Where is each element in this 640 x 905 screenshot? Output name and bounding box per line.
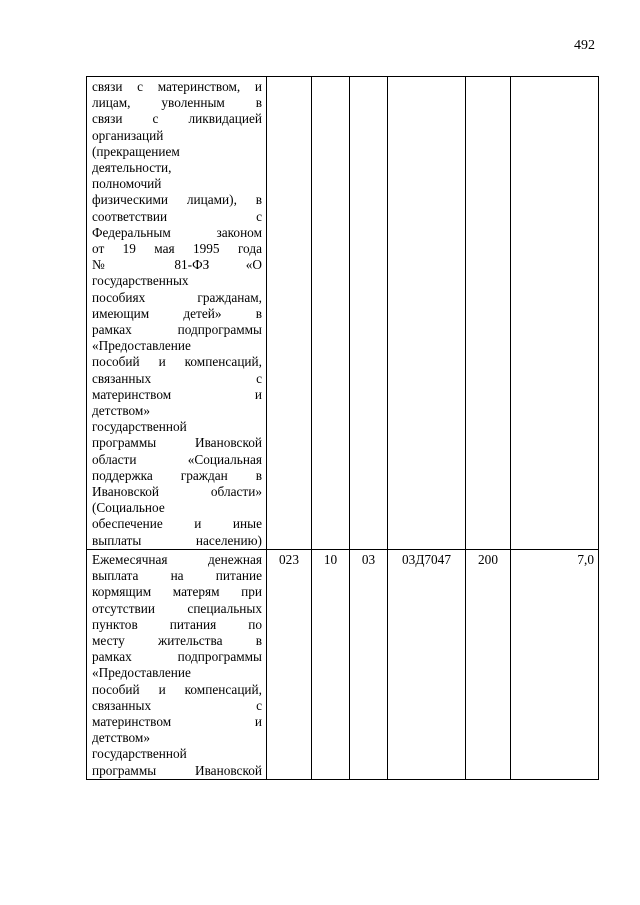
description-line: связи с материнством, и — [92, 79, 262, 94]
expense-type-cell: 200 — [466, 549, 511, 779]
description-line: соответствии с — [92, 208, 262, 224]
expense-type-cell — [466, 77, 511, 550]
description-line: государственной — [92, 746, 187, 762]
description-line: (прекращением — [92, 143, 180, 159]
target-article-cell — [388, 77, 466, 550]
description-line: программы Ивановской — [92, 435, 262, 451]
description-line: выплаты населению) — [92, 532, 262, 548]
description-line: программы Ивановской — [92, 762, 262, 778]
description-line: Федеральным законом — [92, 224, 262, 240]
table-row — [87, 549, 599, 779]
description-line: государственной — [92, 419, 187, 435]
description-line: пособий и компенсаций, — [92, 354, 262, 370]
description-line: связанных с — [92, 370, 262, 386]
description-line: полномочий — [92, 176, 162, 192]
description-line: рамках подпрограммы — [92, 649, 262, 665]
description-line: пунктов питания по — [92, 616, 262, 632]
section-code-cell — [312, 77, 350, 550]
description-line: выплата на питание — [92, 568, 262, 584]
description-line: имеющим детей» в — [92, 305, 262, 321]
description-line: лицам, уволенным в — [92, 95, 262, 111]
amount-cell — [511, 77, 599, 550]
description-line: (Социальное — [92, 500, 165, 516]
page-number: 492 — [574, 38, 595, 53]
description-line: от 19 мая 1995 года — [92, 241, 262, 257]
description-line: «Предоставление — [92, 338, 191, 354]
row-description — [87, 77, 267, 550]
description-line: Ежемесячная денежная — [92, 551, 262, 567]
description-line: области «Социальная — [92, 451, 262, 467]
subsection-code-cell — [350, 77, 388, 550]
row-description — [87, 549, 267, 779]
description-line: физическими лицами), в — [92, 192, 262, 208]
description-line: пособий и компенсаций, — [92, 681, 262, 697]
admin-code-cell: 023 — [267, 549, 312, 779]
description-line: деятельности, — [92, 160, 172, 176]
description-line: детством» — [92, 403, 150, 419]
subsection-code-cell: 03 — [350, 549, 388, 779]
amount-cell: 7,0 — [511, 549, 599, 779]
description-line: детством» — [92, 730, 150, 746]
description-line: материнством и — [92, 713, 262, 729]
description-line: связи с ликвидацией — [92, 111, 262, 127]
description-line: государственных — [92, 273, 189, 289]
description-line: обеспечение и иные — [92, 516, 262, 532]
description-line: отсутствии специальных — [92, 600, 262, 616]
description-line: поддержка граждан в — [92, 467, 262, 483]
description-line: № 81-ФЗ «О — [92, 257, 262, 273]
description-line: рамках подпрограммы — [92, 322, 262, 338]
description-line: Ивановской области» — [92, 484, 262, 500]
description-line: материнством и — [92, 386, 262, 402]
description-line: кормящим матерям при — [92, 584, 262, 600]
description-line: пособиях гражданам, — [92, 289, 262, 305]
description-line: связанных с — [92, 697, 262, 713]
table-row — [87, 77, 599, 550]
target-article-cell: 03Д7047 — [388, 549, 466, 779]
admin-code-cell — [267, 77, 312, 550]
budget-table — [86, 76, 599, 780]
description-line: «Предоставление — [92, 665, 191, 681]
description-line: месту жительства в — [92, 632, 262, 648]
section-code-cell: 10 — [312, 549, 350, 779]
description-line: организаций — [92, 127, 164, 143]
